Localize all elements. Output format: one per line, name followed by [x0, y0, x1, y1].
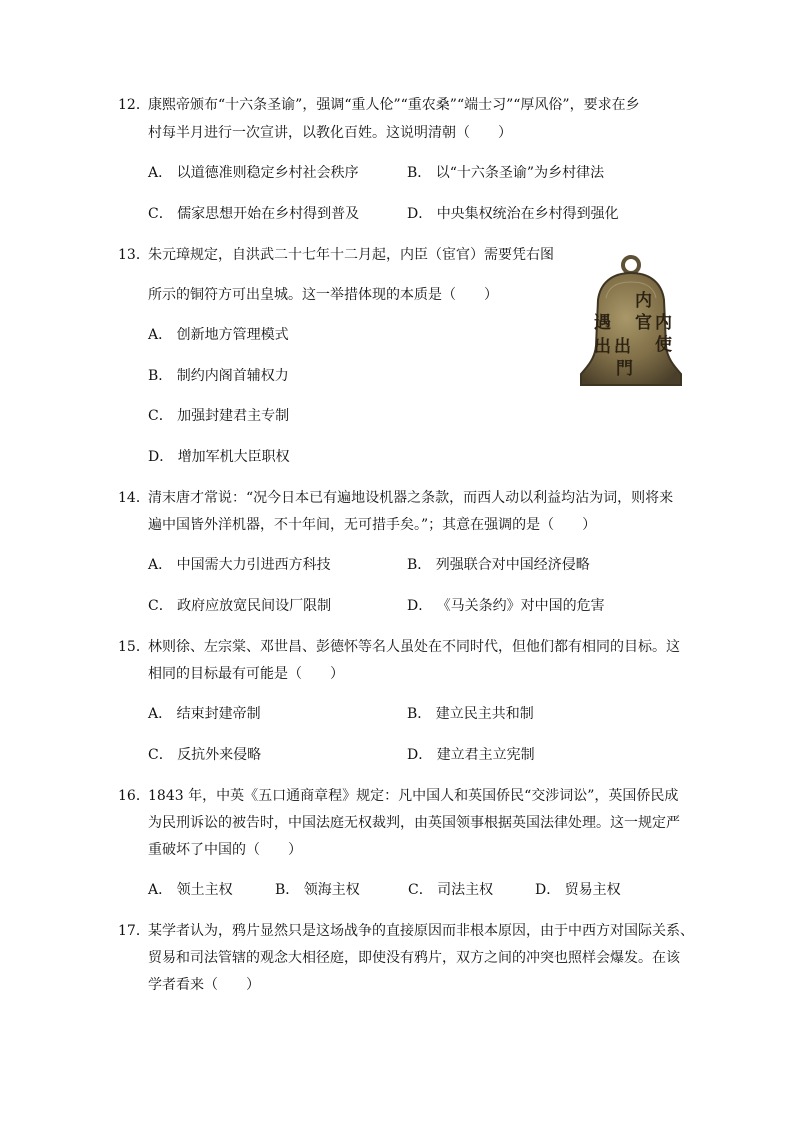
option-a: A． 结束封建帝制	[148, 706, 261, 722]
option-b: B． 列强联合对中国经济侵略	[407, 557, 590, 573]
question-stem-line: 某学者认为，鸦片显然只是这场战争的直接原因而非根本原因，由于中西方对国际关系、	[148, 923, 694, 939]
question-number: 13．	[118, 247, 150, 263]
tally-char: 遇	[594, 313, 611, 333]
option-c: C． 儒家思想开始在乡村得到普及	[148, 206, 360, 222]
tally-char: 使	[655, 335, 672, 355]
option-a: A． 以道德准则稳定乡村社会秩序	[148, 165, 359, 181]
option-d: D． 建立君主立宪制	[407, 747, 535, 763]
question-stem-line: 贸易和司法管辖的观念大相径庭，即使没有鸦片，双方之间的冲突也照样会爆发。在该	[148, 950, 680, 966]
option-c: C． 司法主权	[408, 882, 494, 898]
question-stem-line: 康熙帝颁布“十六条圣谕”，强调“重人伦”“重农桑”“端士习”“厚风俗”，要求在乡	[148, 97, 640, 113]
option-d: D． 贸易主权	[535, 882, 621, 898]
question-number: 17．	[118, 923, 150, 939]
tally-char: 内	[635, 291, 652, 311]
question-stem-line: 1843 年，中英《五口通商章程》规定：凡中国人和英国侨民“交涉词讼”，英国侨民成	[148, 788, 679, 804]
question-stem-line: 为民刑诉讼的被告时，中国法庭无权裁判，由英国领事根据英国法律处理。这一规定严	[148, 815, 680, 831]
option-c: C． 反抗外来侵略	[148, 747, 262, 763]
question-stem-line: 重破坏了中国的（ ）	[148, 842, 302, 858]
question-stem-line: 村每半月进行一次宣讲，以教化百姓。这说明清朝（ ）	[148, 125, 512, 141]
tally-char: 出	[614, 337, 631, 357]
question-number: 14．	[118, 490, 150, 506]
tally-char: 出	[594, 337, 611, 357]
option-a: A． 领土主权	[148, 882, 233, 898]
option-b: B． 建立民主共和制	[407, 706, 534, 722]
question-stem-line: 清末唐才常说：“况今日本已有遍地设机器之条款，而西人动以利益均沾为词，则将来	[148, 490, 674, 506]
option-b: B． 领海主权	[275, 882, 360, 898]
option-d: D． 《马关条约》对中国的危害	[407, 598, 605, 614]
tally-char: 内	[655, 313, 672, 333]
question-stem-line: 林则徐、左宗棠、邓世昌、彭德怀等名人虽处在不同时代，但他们都有相同的目标。这	[148, 639, 680, 655]
question-stem-line: 朱元璋规定，自洪武二十七年十二月起，内臣（宦官）需要凭右图	[148, 247, 554, 263]
question-stem-line: 相同的目标最有可能是（ ）	[148, 666, 344, 682]
option-a: A． 中国需大力引进西方科技	[148, 557, 331, 573]
option-b: B． 以“十六条圣谕”为乡村律法	[407, 165, 605, 181]
option-b: B． 制约内阁首辅权力	[148, 368, 289, 384]
option-a: A． 创新地方管理模式	[148, 327, 289, 343]
question-number: 15．	[118, 639, 150, 655]
option-d: D． 中央集权统治在乡村得到强化	[407, 206, 619, 222]
question-stem-line: 学者看来（ ）	[148, 977, 260, 993]
bronze-tally-image	[578, 254, 684, 388]
question-number: 16．	[118, 788, 150, 804]
question-stem-line: 遍中国皆外洋机器，不十年间，无可措手矣。”；其意在强调的是（ ）	[148, 517, 597, 533]
tally-char: 門	[616, 359, 633, 379]
tally-char: 官	[635, 313, 652, 333]
option-c: C． 政府应放宽民间设厂限制	[148, 598, 332, 614]
option-c: C． 加强封建君主专制	[148, 408, 290, 424]
option-d: D． 增加军机大臣职权	[148, 449, 290, 465]
question-stem-line: 所示的铜符方可出皇城。这一举措体现的本质是（ ）	[148, 287, 498, 303]
question-number: 12．	[118, 97, 150, 113]
